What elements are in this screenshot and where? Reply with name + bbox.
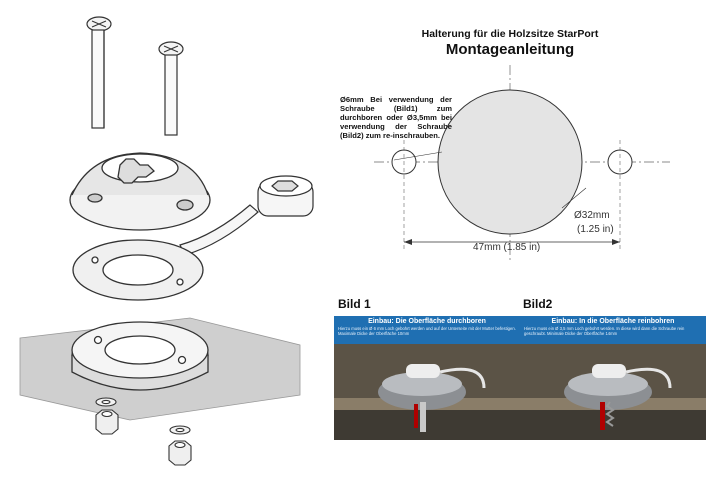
diameter-label: Ø32mm <box>574 210 610 221</box>
figure-2-photo <box>520 316 706 440</box>
top-mount-illustration <box>70 153 210 230</box>
figure-2-image <box>520 344 706 440</box>
washer-right-illustration <box>170 426 190 434</box>
document-title: Montageanleitung <box>445 41 575 58</box>
drilling-instructions: Ø6mm Bei verwendung der Schraube (Bild1) zum durchboren oder Ø3,5mm bei verwendung der Schraube (Bild2) zum re-inschrauben. <box>340 95 452 140</box>
base-ring-illustration <box>72 322 208 390</box>
figure-2-label: Bild2 <box>523 297 553 311</box>
figure-1-label: Bild 1 <box>338 297 371 311</box>
figure-1-caption-text: Hierzu muss ein Ø 6 mm Loch gebohrt werden und auf der Unterseite mit der Mutter befestigen. Maximale Dicke der Oberfläche 10mm <box>338 326 516 336</box>
document-subtitle: Halterung für die Holzsitze StarPort <box>421 28 599 40</box>
nut-left-illustration <box>96 410 118 434</box>
figure-2-caption <box>520 316 706 344</box>
figure-1-image <box>334 344 520 440</box>
screw-left-illustration <box>87 17 111 128</box>
screw-right-illustration <box>159 42 183 135</box>
nut-right-illustration <box>169 441 191 465</box>
figure-2-caption-text: Hierzu muss ein Ø 3,5 mm Loch gebohrt werden. In diese wird dann die Schraube rein geschraubt. Minimale Dicke der Oberfläche 14mm <box>524 326 685 336</box>
figure-1-caption-title: Einbau: Die Oberfläche durchboren <box>368 318 486 325</box>
gasket-illustration <box>73 240 203 300</box>
figure-1-caption <box>334 316 520 344</box>
mount-disc-outline <box>438 90 582 234</box>
figure-1-photo <box>334 316 520 440</box>
washer-left-illustration <box>96 398 116 406</box>
figure-2-caption-title: Einbau: In die Oberfläche reinbohren <box>551 318 675 325</box>
exploded-parts-illustration <box>0 0 330 480</box>
spacing-label: 47mm (1.85 in) <box>473 242 541 253</box>
diameter-inch-label: (1.25 in) <box>577 224 614 235</box>
